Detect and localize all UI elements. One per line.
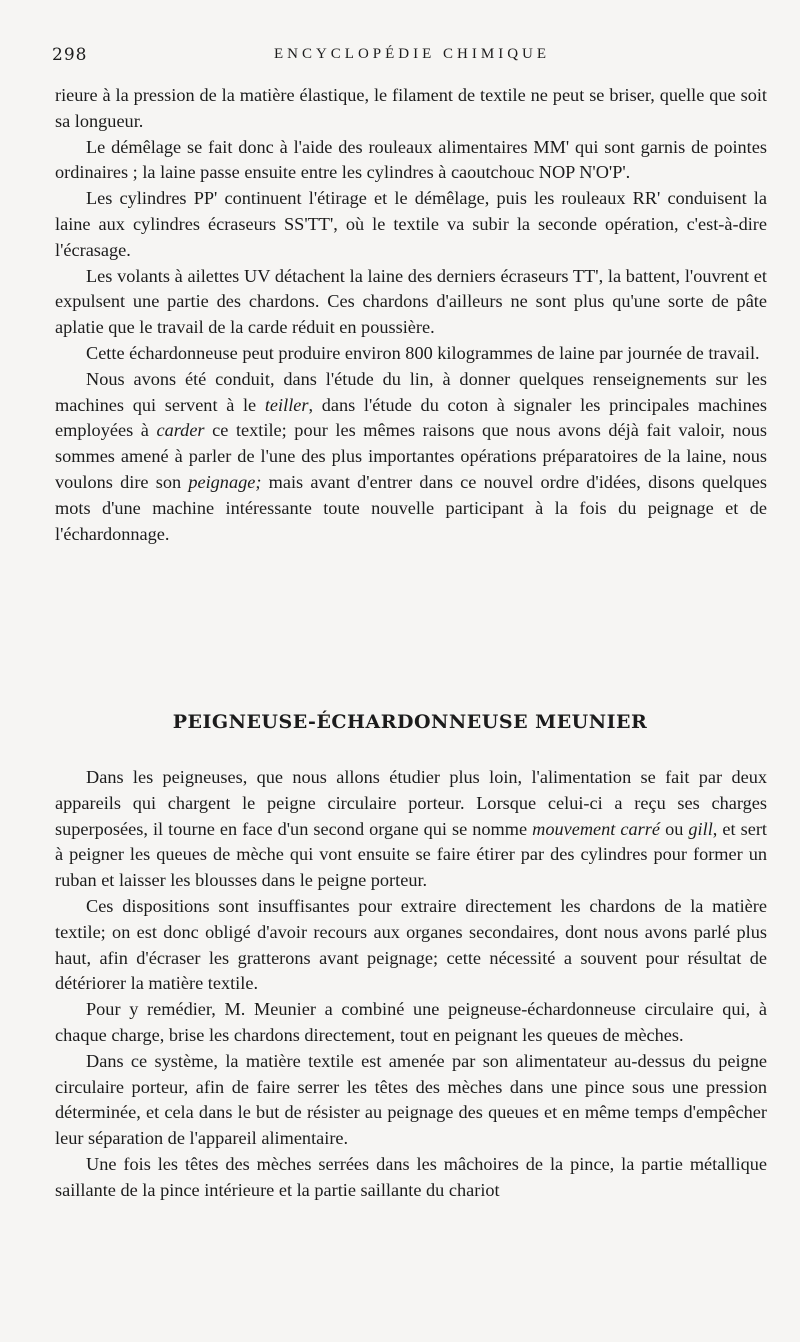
text-span: ou (660, 818, 689, 839)
italic-term: gill (688, 818, 713, 839)
italic-term: teiller (264, 394, 309, 415)
paragraph-transition (55, 367, 767, 548)
page-header (52, 45, 772, 69)
paragraph-peigneuses (55, 765, 767, 894)
text-span: Dans les peigneuses, que nous allons étudier plus loin, l'alimentation se fait par deux appareils qui chargent le peigne circulaire porteur. Lorsque celui-ci a reçu ses charges superposées, il tourne en face d'un second organe qui se nomme (55, 767, 767, 839)
text-span: , et sert à peigner les queues de mèche qui vont ensuite se faire étirer par des cylindres pour former un ruban et laisser les blousses dans le peigne porteur. (55, 818, 768, 891)
paragraph-meunier: Pour y remédier, M. Meunier a combiné une peigneuse-échardonneuse circulaire qui, à chaque charge, brise les chardons directement, tout en peignant les queues de mèches. (55, 999, 767, 1045)
paragraph-continuation: rieure à la pression de la matière élastique, le filament de textile ne peut se briser, quelle que soit sa longueur. (55, 85, 767, 131)
italic-term: peignage; (188, 471, 262, 492)
bottom-text-block (55, 765, 767, 1204)
top-text-block (55, 83, 767, 547)
page-number: 298 (52, 45, 88, 65)
paragraph-cylindres: Les cylindres PP' continuent l'étirage et le démêlage, puis les rouleaux RR' conduisent la laine aux cylindres écraseurs SS'TT', où le textile va subir la seconde opération, c'est-à-dire l'écrasage. (55, 188, 767, 260)
italic-term: carder (156, 420, 205, 441)
paragraph-systeme: Dans ce système, la matière textile est amenée par son alimentateur au-dessus du peigne circulaire porteur, afin de faire serrer les têtes des mèches dans une pince sous une pression déterminée, et cela dans le but de résister au peignage des queues et en même temps d'empêcher leur séparation de l'appareil alimentaire. (55, 1050, 767, 1149)
text-span: , dans l'étude du coton à signaler les principales machines employées à (55, 394, 767, 441)
paragraph-demelage: Le démêlage se fait donc à l'aide des rouleaux alimentaires MM' qui sont garnis de pointes ordinaires ; la laine passe ensuite entre les cylindres à caoutchouc NOP N'O'P'. (55, 136, 767, 183)
running-title: ENCYCLOPÉDIE CHIMIQUE (273, 46, 551, 62)
text-span: ce textile; pour les mêmes raisons que nous avons déjà fait valoir, nous sommes amené à parler de l'une des plus importantes opérations préparatoires de la laine, nous voulons dire son (55, 420, 768, 492)
paragraph-production: Cette échardonneuse peut produire environ 800 kilogrammes de laine par journée de travail. (86, 342, 760, 363)
text-span: mais avant d'entrer dans ce nouvel ordre d'idées, disons quelques mots d'une machine intéressante toute nouvelle participant à la fois du peignage et de l'échardonnage. (55, 471, 767, 544)
paragraph-dispositions: Ces dispositions sont insuffisantes pour extraire directement les chardons de la matière textile; on est donc obligé d'avoir recours aux organes secondaires, dont nous avons parlé plus haut, afin d'écraser les gratterons avant peignage; cette nécessité a souvent pour résultat de détériorer la matière textile. (55, 895, 767, 994)
paragraph-volants: Les volants à ailettes UV détachent la laine des derniers écraseurs TT', la battent, l'ouvrent et expulsent une partie des chardons. Ces chardons d'ailleurs ne sont plus qu'une sorte de pâte aplatie que le travail de la carde réduit en poussière. (55, 265, 767, 338)
section-heading: PEIGNEUSE-ÉCHARDONNEUSE MEUNIER (172, 711, 648, 733)
italic-term: mouvement carré (532, 818, 661, 839)
text-span: Nous avons été conduit, dans l'étude du lin, à donner quelques renseignements sur les machines qui servent à le (55, 368, 767, 415)
paragraph-pince: Une fois les têtes des mèches serrées dans les mâchoires de la pince, la partie métallique saillante de la pince intérieure et la partie saillante du chariot (55, 1153, 767, 1200)
